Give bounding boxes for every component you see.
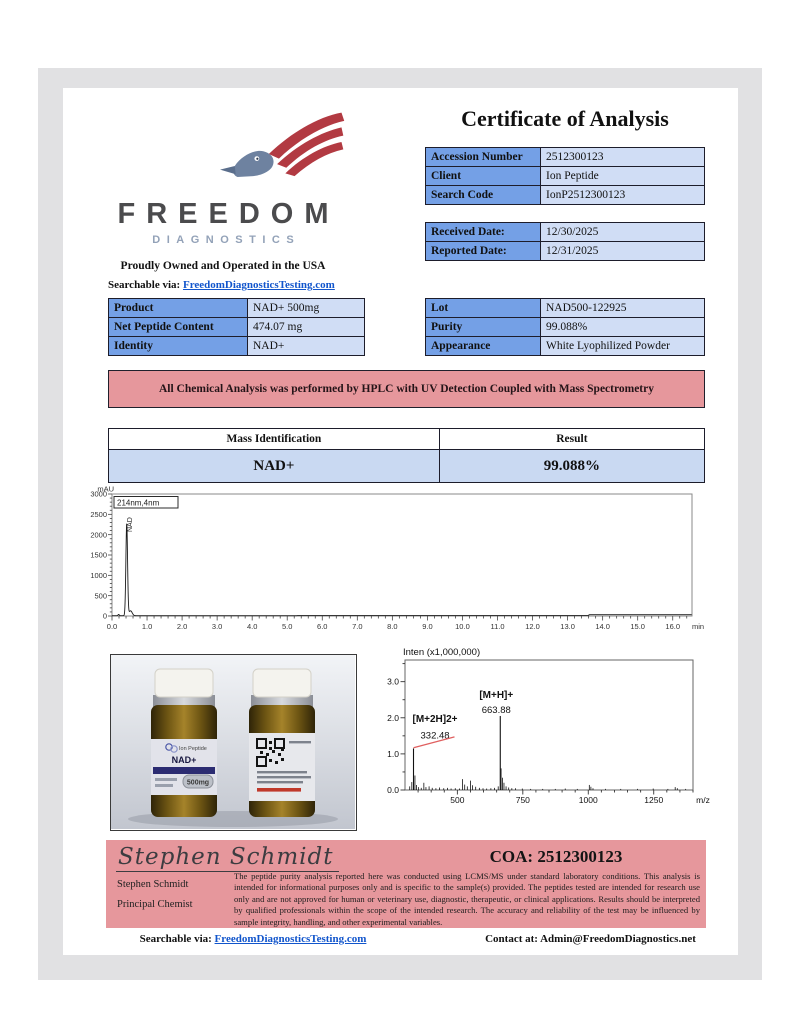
disclaimer-text: The peptide purity analysis reported here was conducted using LCMS/MS under standard laboratory conditions. This analysis is intended for informational purposes only and is specific to the sample(s) provided. The peptides tested are intended for research use only and are not approved for human or veterinary use, diagnostic, therapeutic, or clinical applications. Results should be interpreted by qualified professionals within the scope of the intended research. The accuracy and reliability of the test may be influenced by sample integrity, handling, and other experimental variables. — [234, 871, 700, 927]
x-tick-label: 9.0 — [422, 622, 433, 631]
table-header-row — [109, 429, 705, 450]
document-mat — [38, 68, 762, 980]
mass-identification-header: Mass Identification — [109, 429, 440, 450]
x-tick-label: 1000 — [578, 795, 598, 805]
reported-date-label: Reported Date: — [426, 242, 541, 261]
hplc-chromatogram — [88, 486, 706, 642]
x-tick-label: 1250 — [644, 795, 664, 805]
lot-text-red — [257, 788, 301, 792]
page-title: Certificate of Analysis — [461, 106, 669, 131]
x-tick-label: 500 — [450, 795, 465, 805]
mh-annotation: [M+H]+ — [479, 689, 514, 701]
accession-number-value: 2512300123 — [541, 148, 705, 167]
result-value: 99.088% — [439, 450, 704, 483]
table-row — [426, 186, 705, 205]
product-vial-photo — [110, 654, 357, 831]
x-tick-label: 10.0 — [455, 622, 470, 631]
net-peptide-content-value: 474.07 mg — [248, 318, 365, 337]
x-tick-label: 0.0 — [106, 622, 118, 631]
net-peptide-content-label: Net Peptide Content — [109, 318, 248, 337]
search-code-label: Search Code — [426, 186, 541, 205]
brand-tagline: Proudly Owned and Operated in the USA — [120, 260, 326, 272]
hplc-chromatogram-chart — [88, 486, 706, 642]
product-value: NAD+ 500mg — [248, 299, 365, 318]
identity-label: Identity — [109, 337, 248, 356]
x-tick-label: 14.0 — [595, 622, 610, 631]
search-code-value: IonP2512300123 — [541, 186, 705, 205]
y-tick-label: 1500 — [90, 550, 107, 560]
mass-identification-value: NAD+ — [109, 450, 440, 483]
client-value: Ion Peptide — [541, 167, 705, 186]
method-banner: All Chemical Analysis was performed by HPLC with UV Detection Coupled with Mass Spectrometry — [108, 370, 705, 408]
x-axis-label: min — [691, 622, 705, 631]
accession-number-label: Accession Number — [426, 148, 541, 167]
x-tick-label: 7.0 — [352, 622, 363, 631]
x-tick-label: 4.0 — [246, 622, 258, 631]
m2h-value: 332.48 — [420, 730, 450, 742]
header-search-line — [108, 279, 335, 291]
y-tick-label: 500 — [94, 591, 107, 601]
y-tick-label: 2.0 — [387, 712, 399, 723]
y-tick-label: 3000 — [90, 489, 107, 499]
y-tick-label: 2500 — [90, 509, 107, 519]
chromatogram-trace — [112, 524, 692, 616]
y-axis-label: mAU — [97, 486, 114, 494]
footer-search-label: Searchable via: — [139, 933, 212, 945]
table-row — [426, 299, 705, 318]
peak-label: NAD — [127, 517, 135, 532]
table-row — [426, 167, 705, 186]
x-tick-label: 15.0 — [630, 622, 645, 631]
vial-illustration — [111, 655, 355, 829]
plot-border — [112, 494, 692, 616]
client-label: Client — [426, 167, 541, 186]
page-footer — [63, 933, 738, 945]
y-tick-label: 0 — [102, 611, 107, 621]
appearance-label: Appearance — [426, 337, 541, 356]
chemist-name: Stephen Schmidt — [117, 879, 189, 890]
received-date-label: Received Date: — [426, 223, 541, 242]
table-row — [109, 337, 365, 356]
table-row — [426, 223, 705, 242]
brand-name: FREEDOM — [117, 198, 340, 230]
purity-label: Purity — [426, 318, 541, 337]
appearance-value: White Lyophilized Powder — [541, 337, 705, 356]
freedom-eagle-logo-icon — [203, 108, 353, 200]
identity-value: NAD+ — [248, 337, 365, 356]
dates-table — [425, 222, 705, 261]
y-tick-label: 3.0 — [387, 676, 399, 687]
table-row — [426, 318, 705, 337]
footer-contact: Contact at: Admin@FreedomDiagnostics.net — [485, 933, 696, 945]
lot-value: NAD500-122925 — [541, 299, 705, 318]
m2h-annotation: [M+2H]2+ — [412, 714, 458, 726]
mass-identification-table — [108, 428, 705, 483]
result-header: Result — [439, 429, 704, 450]
x-tick-label: 11.0 — [490, 622, 505, 631]
x-tick-label: 2.0 — [176, 622, 188, 631]
accession-table — [425, 147, 705, 205]
x-tick-label: 8.0 — [387, 622, 398, 631]
table-row — [426, 148, 705, 167]
table-row — [109, 450, 705, 483]
y-tick-label: 2000 — [90, 530, 107, 540]
product-table — [108, 298, 365, 356]
lot-label: Lot — [426, 299, 541, 318]
back-vial — [249, 669, 315, 817]
table-row — [426, 242, 705, 261]
x-tick-label: 1.0 — [141, 622, 153, 631]
signature: Stephen Schmidt — [116, 844, 339, 872]
chemist-title: Principal Chemist — [117, 899, 193, 910]
footer-search-line — [63, 933, 443, 945]
wavelength-label: 214nm,4nm — [117, 498, 160, 508]
x-tick-label: 12.0 — [525, 622, 540, 631]
x-axis-label: m/z — [696, 795, 710, 805]
vial-product-text: NAD+ — [171, 755, 197, 765]
mass-spectrum-chart — [381, 646, 715, 826]
product-label: Product — [109, 299, 248, 318]
table-row — [109, 318, 365, 337]
footer-search-link[interactable]: FreedomDiagnosticsTesting.com — [214, 933, 367, 945]
mh-value: 663.88 — [481, 705, 511, 717]
x-tick-label: 3.0 — [211, 622, 223, 631]
x-tick-label: 16.0 — [665, 622, 681, 631]
received-date-value: 12/30/2025 — [541, 223, 705, 242]
lot-table — [425, 298, 705, 356]
table-row — [426, 337, 705, 356]
signature-block — [106, 840, 706, 928]
x-tick-label: 13.0 — [560, 622, 575, 631]
reported-date-value: 12/31/2025 — [541, 242, 705, 261]
y-tick-label: 1.0 — [387, 748, 399, 759]
y-tick-label: 0.0 — [387, 785, 399, 795]
vial-brand-text: Ion Peptide — [179, 746, 207, 752]
vial-dose-text: 500mg — [186, 779, 210, 787]
coa-number: COA: 2512300123 — [489, 847, 623, 866]
purity-value: 99.088% — [541, 318, 705, 337]
x-tick-label: 6.0 — [317, 622, 328, 631]
brand-subtitle: DIAGNOSTICS — [152, 234, 301, 246]
chart-title: Inten (x1,000,000) — [403, 647, 481, 658]
mass-spectrum — [381, 646, 715, 826]
x-tick-label: 5.0 — [282, 622, 293, 631]
search-label: Searchable via: — [108, 279, 181, 291]
front-vial — [151, 669, 217, 817]
table-row — [109, 299, 365, 318]
y-tick-label: 1000 — [90, 570, 107, 580]
x-tick-label: 750 — [515, 795, 530, 805]
search-link[interactable]: FreedomDiagnosticsTesting.com — [182, 279, 335, 291]
certificate-page — [63, 88, 738, 955]
